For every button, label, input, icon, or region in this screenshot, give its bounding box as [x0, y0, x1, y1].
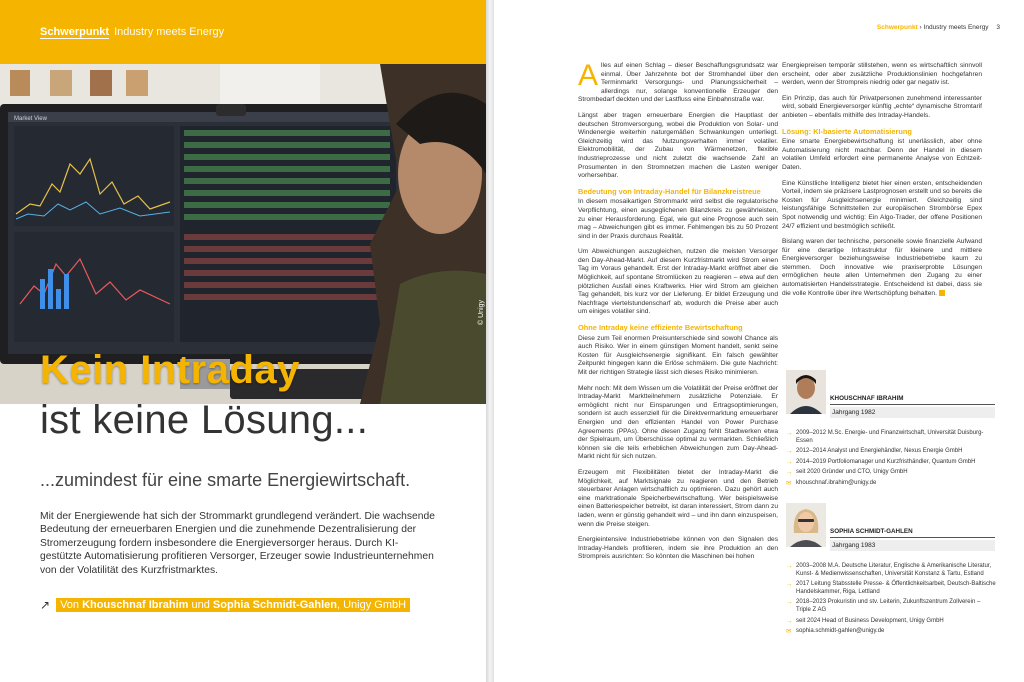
paragraph: Alles auf einen Schlag – dieser Beschaffungsgrundsatz war einmal. Über Jahrzehnte bot der Stromhandel über den Terminmarkt Versorgungs- und Planungssicherheit – allerdings nur, solange konventionelle Erzeuger den Strombedarf deckten und der Lastfluss eine Einbahnstraße war. — [578, 59, 778, 104]
email-link[interactable]: ✉ khouschnaf.ibrahim@unigy.de — [786, 480, 996, 488]
byline-and: und — [191, 599, 210, 611]
headline-primary: Kein Intraday — [40, 348, 300, 392]
paragraph: Erzeugern mit Flexibilitäten bietet der Intraday-Markt die Möglichkeit, auf Marktsignale zu reagieren und den Betrieb steuerbarer Anlagen wirtschaftlich zu optimieren. Dazu gehört auch eine marktrationale Speicherbewirtschaftung. Wer beispielsweise einen Batteriespeicher betreibt, ist daran interessiert, Strom dann zu laden, wenn er günstig gehandelt wird – und ihn dann einzuspeisen, wenn die Preise steigen. — [578, 468, 778, 528]
kicker-topic: Industry meets Energy — [114, 26, 225, 38]
author-1: Khouschnaf Ibrahim — [82, 599, 189, 611]
drop-cap: A — [578, 59, 599, 92]
paragraph: Eine smarte Energiebewirtschaftung ist unerlässlich, aber ohne Automatisierung nicht machbar. Denn der Handel in diesem volatilen Umfeld erfordert eine permanente Analyse von Echtzeit-Daten. — [782, 138, 982, 171]
running-head-topic: Industry meets Energy — [923, 24, 989, 31]
bio-list — [786, 563, 996, 639]
subheadline: ...zumindest für eine smarte Energiewirtschaft. — [40, 470, 411, 490]
end-mark-icon — [939, 290, 945, 296]
paragraph: Bislang waren der technische, personelle sowie finanzielle Aufwand für eine derartige Infrastruktur für kleinere und mittlere Energieversorger beziehungsweise Industriebetriebe kaum zu stemmen. Doch innovative wie praxiserprobte Lösungen ermöglichen heute allen Unternehmen den Zugang zu einer automatisierten Handelsstrategie. Entscheidend ist dabei, dass sie die volle Kontrolle über ihre Wertschöpfung behalten. — [782, 238, 982, 297]
kicker-bold: Schwerpunkt — [40, 26, 110, 38]
page-gutter — [486, 0, 494, 682]
list-item: → 2009–2012 M.Sc. Energie- und Finanzwirtschaft, Universität Duisburg-Essen — [786, 430, 996, 445]
bio-name: SOPHIA SCHMIDT-GAHLEN — [830, 528, 995, 538]
page-number: 3 — [996, 24, 1000, 31]
list-item: → seit 2020 Gründer und CTO, Unigy GmbH — [786, 469, 996, 477]
bio-list — [786, 430, 996, 491]
author-2: Sophia Schmidt-Gahlen — [212, 599, 337, 611]
headline-secondary: ist keine Lösung... — [40, 398, 369, 442]
paragraph: Längst aber tragen erneuerbare Energien die Hauptlast der deutschen Stromversorgung, wobei die Produktion von Solar- und Windenergie weiterhin naturgemäßen Schwankungen unterliegt. Gleichzeitig wird das Nutzungsverhalten immer volatiler. Elektromobilität, der Zubau von Wärmenetzen, flexible Industrieprozesse und nicht zuletzt die wachsende Zahl an Prosumenten in den Stromnetzen machen die Lasten weniger vorhersehbar. — [578, 111, 778, 180]
section-kicker — [40, 26, 224, 38]
avatar — [786, 503, 826, 547]
text-column-2 — [782, 62, 982, 305]
byline-highlight — [56, 598, 410, 612]
byline-prefix: Von — [60, 599, 80, 611]
email-link[interactable]: ✉ sophia.schmidt-gahlen@unigy.de — [786, 628, 996, 636]
paragraph: Eine Künstliche Intelligenz bietet hier einen ersten, entscheidenden Vorteil, indem sie präzisere Lastprognosen erstellt und so bereits die Kosten für Ausgleichsenergie minimiert. Gleichzeitig sind leistungsfähige Schnittstellen zur europäischen Strombörse Epex Spot notwendig und wichtig: Ein Algo-Trader, der offene Positionen 24/7 effizient und bestmöglich schließt. — [782, 179, 982, 230]
chevron-right-icon: › — [919, 24, 924, 31]
list-item: → seit 2024 Head of Business Development, Unigy GmbH — [786, 618, 996, 626]
bio-name: KHOUSCHNAF IBRAHIM — [830, 395, 995, 405]
avatar — [786, 370, 826, 414]
screen-title: Market View — [14, 116, 47, 122]
section-heading: Ohne Intraday keine effiziente Bewirtschaftung — [578, 323, 743, 333]
paragraph: Energiepreisen temporär stillstehen, wenn es wirtschaftlich sinnvoll erscheint, oder aber zusätzliche Produktionslinien hochgefahren werden, wenn der Strompreis niedrig oder gar negativ ist. — [782, 62, 982, 87]
list-item: → 2012–2014 Analyst und Energiehändler, Nexus Energie GmbH — [786, 448, 996, 456]
text-column-1 — [578, 59, 778, 569]
paragraph: Mehr noch: Mit dem Wissen um die Volatilität der Preise eröffnet der Intraday-Markt Marktteilnehmern zusätzliche Potenziale. Er ermöglicht nicht nur Einsparungen und Ertragsoptimierungen, sondern ist auch essenziell für die Direktvermarktung erneuerbarer Energien und den effizienten Handel von Power Purchase Agreements (PPAs). Ohne diesen Zugang fehlt Stadtwerken etwa der Spielraum, um Überschüsse optimal zu vermarkten. Schließlich können sie die teils erheblichen Abweichungen zum Day-Ahead-Markt nicht für sich nutzen. — [578, 384, 778, 461]
list-item: → 2003–2008 M.A. Deutsche Literatur, Englische & Amerikanische Literatur, Kunst- & Medienwissenschaften, Universität Konstanz & Tartu, Estland — [786, 563, 996, 578]
left-page — [0, 0, 486, 682]
paragraph: Ein Prinzip, das auch für Privatpersonen zunehmend interessanter wird, sobald Energieversorger künftig „echte“ dynamische Stromtarif anbieten – ebenfalls mithilfe des Intraday-Handels. — [782, 94, 982, 119]
list-item: → 2017 Leitung Stabsstelle Presse- & Öffentlichkeitsarbeit, Deutsch-Baltische Handelskammer, Riga, Lettland — [786, 581, 996, 596]
paragraph: Energieintensive Industriebetriebe können von den Signalen des Intraday-Handels profitieren, indem sie ihre Produktion an den Strompreis ausrichten: So könnten die Maschinen bei hohen — [578, 536, 778, 561]
list-item: → 2014–2019 Portfoliomanager und Kurzfristhändler, Quantum GmbH — [786, 459, 996, 467]
bio-year: Jahrgang 1982 — [830, 407, 995, 418]
list-item: → 2018–2023 Prokuristin und stv. Leiterin, Zukunftszentrum Zollverein – Triple Z AG — [786, 599, 996, 614]
paragraph: Um Abweichungen auszugleichen, nutzen die meisten Versorger den Day-Ahead-Markt. Auf diesem Kurzfristmarkt wird Strom einen Tag im Voraus gehandelt. Erst der Intraday-Markt eröffnet aber die Möglichkeit, auf spontane Stromlücken zu reagieren – etwa auf den plötzlichen Ausfall eines Kraftwerks. Hier wird Strom am gleichen Tag gehandelt, bis kurz vor der Lieferung. Er bildet Erzeugung und Nachfrage viertelstundenscharf ab, wodurch die Preise aber auch um einiges volatiler sind. — [578, 248, 778, 316]
paragraph: In diesem mosaikartigen Strommarkt wird selbst die regulatorische Verpflichtung, einen ausgeglichenen Bilanzkreis zu gewährleisten, zu einer Herausforderung. Egal, wie gut eine Prognose auch sein mag – Abweichungen gibt es immer. Fehlmengen bis zu 50 Prozent sind in der Praxis durchaus Realität. — [578, 198, 778, 240]
header-band — [0, 0, 486, 64]
photo-credit: © Unigy — [478, 300, 485, 325]
section-heading: Lösung: KI-basierte Automatisierung — [782, 126, 912, 136]
bio-year: Jahrgang 1983 — [830, 540, 995, 551]
paragraph: Diese zum Teil enormen Preisunterschiede sind sowohl Chance als auch Risiko. Wer in einem günstigen Moment handelt, senkt seine Kosten für Ausgleichsenergie signifikant. Ein falsch gewählter Zeitpunkt hingegen kann die Erlöse schmälern. Die gute Nachricht: Mit der richtigen Strategie lässt sich dieses Risiko minimieren. — [578, 334, 778, 376]
section-heading: Bedeutung von Intraday-Handel für Bilanzkreistreue — [578, 186, 761, 196]
edit-arrow-icon: ↗︎ — [40, 598, 51, 612]
lead-paragraph: Mit der Energiewende hat sich der Strommarkt grundlegend verändert. Die wachsende Bedeutung der erneuerbaren Energien und die zunehmende Dezentralisierung der Stromerzeugung fordern insbesondere die Energieversorger heraus. Durch KI-gestützte Automatisierung profitieren Versorger, Erzeuger sowie Industrieunternehmen von der Volatilität des Kurzfristmarktes. — [40, 511, 435, 576]
byline-company: , Unigy GmbH — [337, 599, 407, 611]
right-page — [494, 0, 1024, 682]
running-head — [877, 24, 1000, 31]
byline — [40, 598, 410, 612]
running-head-kicker: Schwerpunkt — [876, 24, 918, 31]
